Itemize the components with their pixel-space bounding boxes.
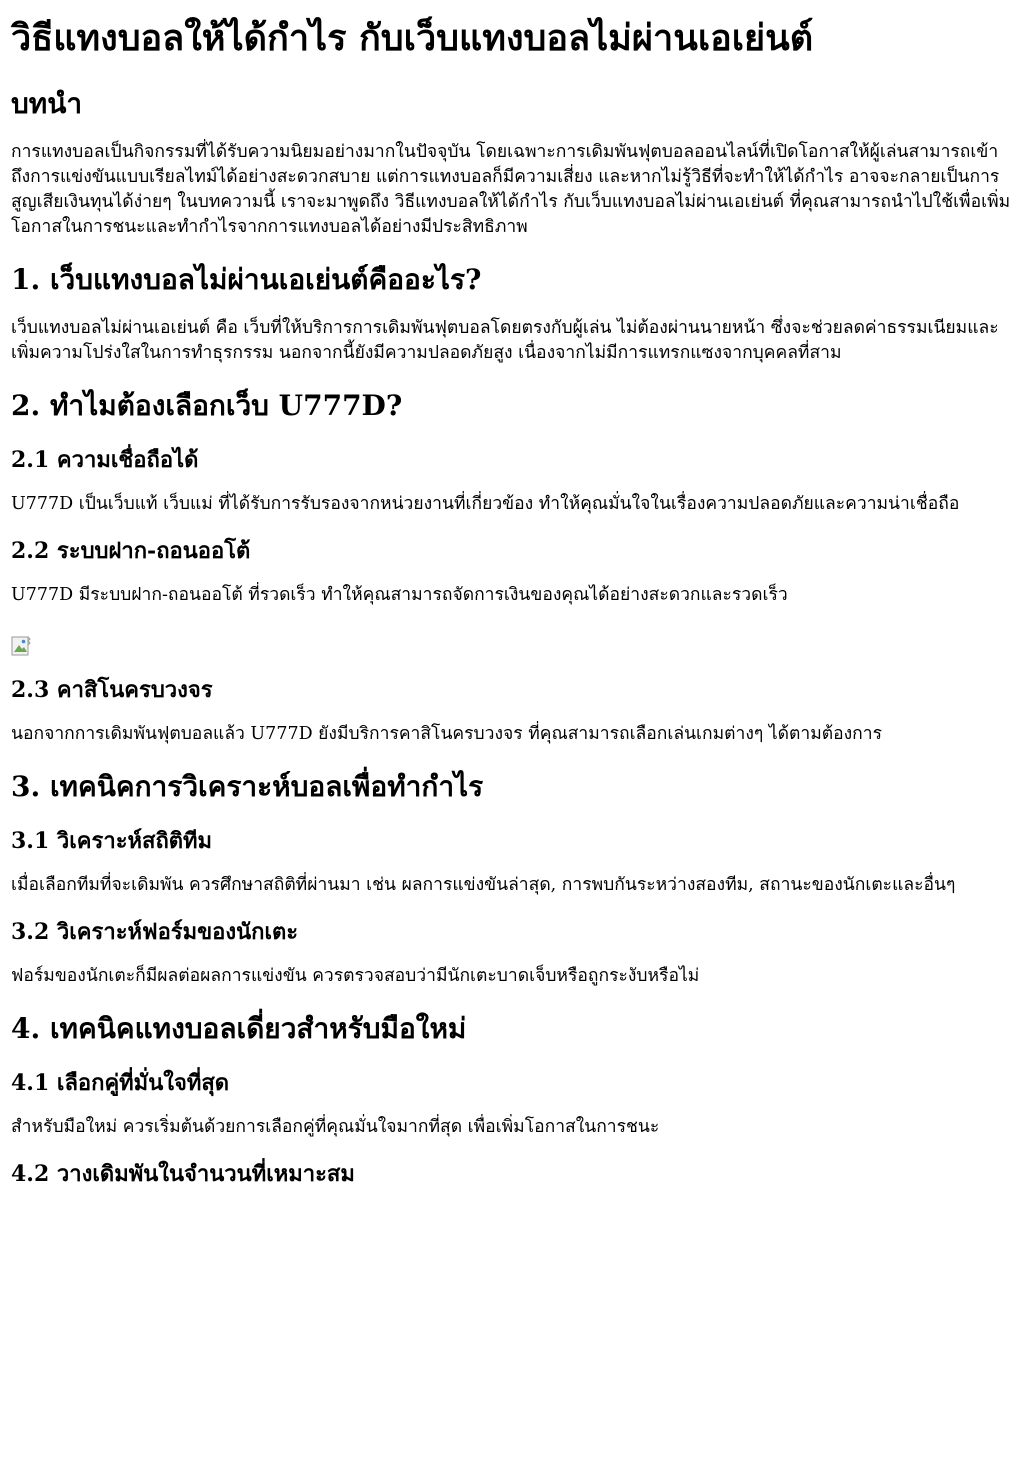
section-4-1-paragraph: สำหรับมือใหม่ ควรเริ่มต้นด้วยการเลือกคู่ที่คุณมั่นใจมากที่สุด เพื่อเพิ่มโอกาสในการชนะ [11, 1117, 660, 1137]
article [0, 12, 1024, 1190]
section-3-heading: 3. เทคนิคการวิเคราะห์บอลเพื่อทำกำไร [11, 770, 484, 803]
section-3-1-heading: 3.1 วิเคราะห์สถิติทีม [11, 828, 213, 854]
section-3-2-paragraph: ฟอร์มของนักเตะก็มีผลต่อผลการแข่งขัน ควรตรวจสอบว่ามีนักเตะบาดเจ็บหรือถูกระงับหรือไม่ [11, 966, 700, 986]
section-2-3-heading: 2.3 คาสิโนครบวงจร [11, 677, 213, 703]
section-2-2-heading: 2.2 ระบบฝาก-ถอนออโต้ [11, 538, 251, 564]
section-2-heading: 2. ทำไมต้องเลือกเว็บ U777D? [11, 389, 403, 422]
section-1-paragraph: เว็บแทงบอลไม่ผ่านเอเย่นต์ คือ เว็บที่ให้บริการการเดิมพันฟุตบอลโดยตรงกับผู้เล่น ไม่ต้องผ่านนายหน้า ซึ่งจะช่วยลดค่าธรรมเนียมและเพิ่มความโปร่งใสในการทำธุรกรรม นอกจากนี้ยังมีความปลอดภัยสูง เนื่องจากไม่มีการแทรกแซงจากบุคคลที่สาม [11, 318, 999, 363]
section-2-2-paragraph: U777D มีระบบฝาก-ถอนออโต้ ที่รวดเร็ว ทำให้คุณสามารถจัดการเงินของคุณได้อย่างสะดวกและรวดเร็ว [11, 585, 788, 605]
section-2-3-paragraph: นอกจากการเดิมพันฟุตบอลแล้ว U777D ยังมีบริการคาสิโนครบวงจร ที่คุณสามารถเลือกเล่นเกมต่างๆ ได้ตามต้องการ [11, 724, 882, 744]
section-2-1-heading: 2.1 ความเชื่อถือได้ [11, 447, 199, 473]
section-3-1-paragraph: เมื่อเลือกทีมที่จะเดิมพัน ควรศึกษาสถิติที่ผ่านมา เช่น ผลการแข่งขันล่าสุด, การพบกันระหว่างสองทีม, สถานะของนักเตะและอื่นๆ [11, 875, 956, 895]
section-2-1-paragraph: U777D เป็นเว็บแท้ เว็บแม่ ที่ได้รับการรับรองจากหน่วยงานที่เกี่ยวข้อง ทำให้คุณมั่นใจในเรื่องความปลอดภัยและความน่าเชื่อถือ [11, 494, 960, 514]
intro-heading: บทนำ [11, 87, 83, 120]
page-title: วิธีแทงบอลให้ได้กำไร กับเว็บแทงบอลไม่ผ่านเอเย่นต์ [11, 17, 814, 59]
section-4-heading: 4. เทคนิคแทงบอลเดี่ยวสำหรับมือใหม่ [11, 1012, 467, 1045]
section-3-2-heading: 3.2 วิเคราะห์ฟอร์มของนักเตะ [11, 919, 299, 945]
section-4-2-heading: 4.2 วางเดิมพันในจำนวนที่เหมาะสม [11, 1161, 355, 1187]
section-4-1-heading: 4.1 เลือกคู่ที่มั่นใจที่สุด [11, 1070, 230, 1096]
intro-paragraph: การแทงบอลเป็นกิจกรรมที่ได้รับความนิยมอย่างมากในปัจจุบัน โดยเฉพาะการเดิมพันฟุตบอลออนไลน์ที่เปิดโอกาสให้ผู้เล่นสามารถเข้าถึงการแข่งขันแบบเรียลไทม์ได้อย่างสะดวกสบาย แต่การแทงบอลก็มีความเสี่ยง และหากไม่รู้วิธีที่จะทำให้ได้กำไร อาจจะกลายเป็นการสูญเสียเงินทุนได้ง่ายๆ ในบทความนี้ เราจะมาพูดถึง วิธีแทงบอลให้ได้กำไร กับเว็บแทงบอลไม่ผ่านเอเย่นต์ ที่คุณสามารถนำไปใช้เพื่อเพิ่มโอกาสในการชนะและทำกำไรจากการแทงบอลได้อย่างมีประสิทธิภาพ [11, 142, 1011, 237]
section-1-heading: 1. เว็บแทงบอลไม่ผ่านเอเย่นต์คืออะไร? [11, 263, 482, 296]
broken-image-icon [11, 636, 31, 656]
